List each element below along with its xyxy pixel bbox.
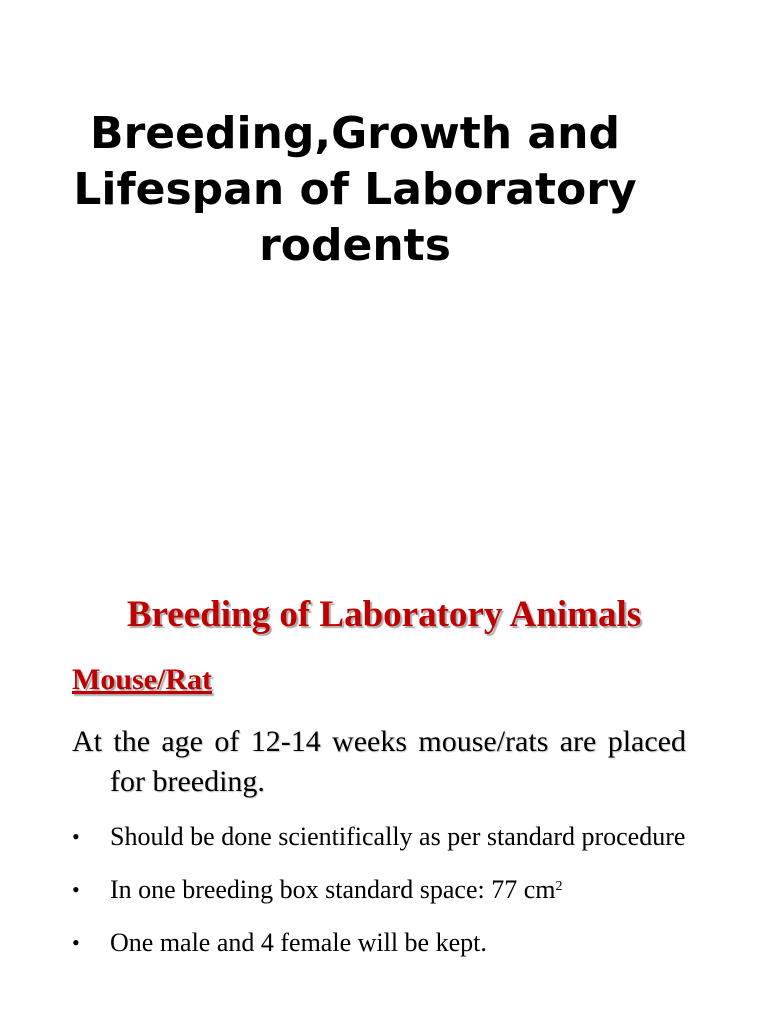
bullet-item [72, 818, 702, 855]
sub-heading: Mouse/Rat [72, 663, 212, 696]
bullet-text: In one breeding box standard space: 77 cm [110, 875, 556, 904]
bullet-text: Should be done scientifically as per standard procedure [110, 822, 686, 851]
bullet-item [72, 871, 702, 908]
bullet-superscript: 2 [555, 879, 563, 894]
bullet-icon: • [72, 930, 80, 955]
bullet-icon: • [72, 824, 80, 849]
bullet-item [72, 924, 702, 961]
slide-title [0, 106, 710, 274]
bullet-text: One male and 4 female will be kept. [110, 928, 487, 957]
slide-title-line-3: rodents [259, 220, 451, 271]
bullet-icon: • [72, 877, 80, 902]
intro-paragraph-container [72, 722, 686, 802]
slide-title-line-1: Breeding,Growth and [90, 108, 620, 159]
bullet-list [72, 818, 702, 977]
intro-paragraph: At the age of 12-14 weeks mouse/rats are placed for breeding. [72, 725, 686, 798]
slide-title-line-2: Lifespan of Laboratory [73, 164, 637, 215]
section-heading: Breeding of Laboratory Animals [126, 594, 642, 635]
